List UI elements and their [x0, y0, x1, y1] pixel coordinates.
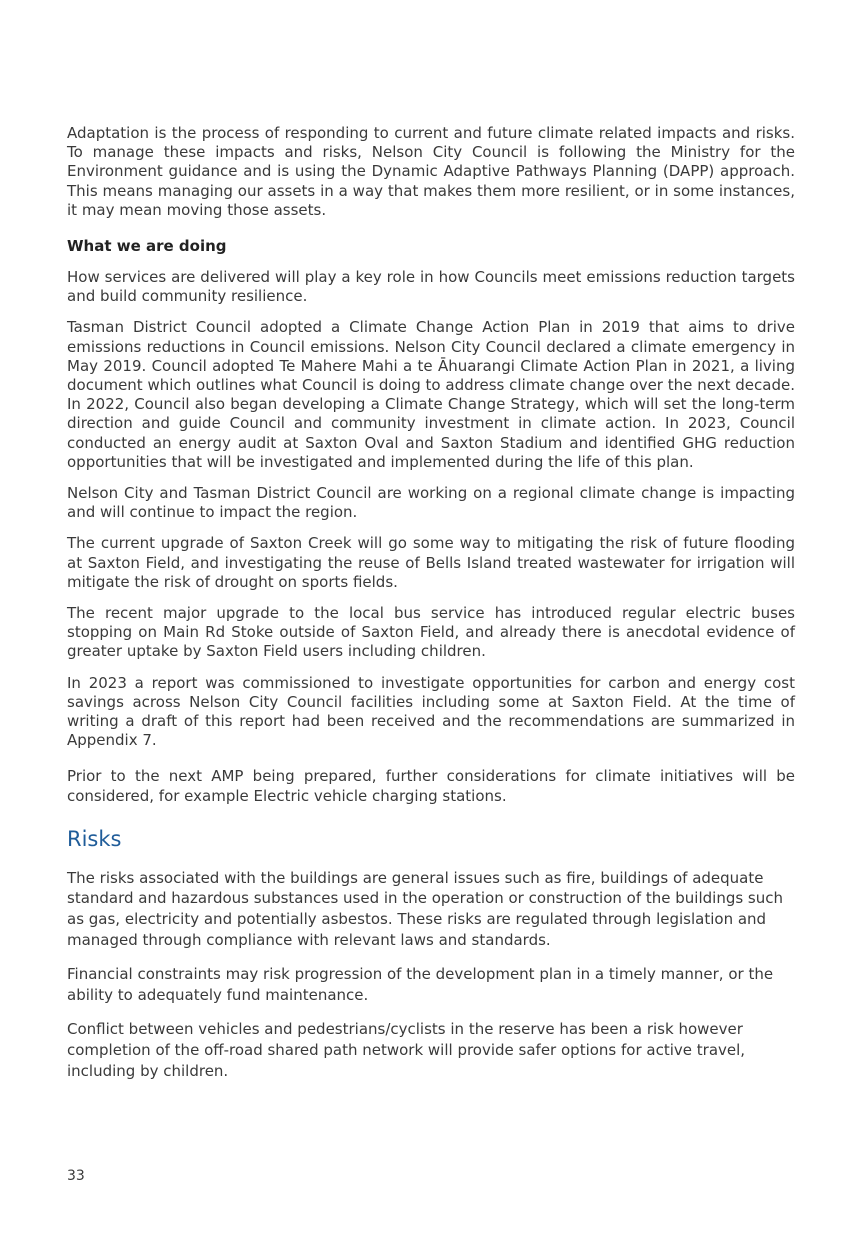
amp-considerations-paragraph: Prior to the next AMP being prepared, further considerations for climate initiatives will be considered, for example Electric vehicle charging stations.	[67, 767, 795, 805]
regional-climate-paragraph: Nelson City and Tasman District Council are working on a regional climate change is impacting and will continue to impact the region.	[67, 484, 795, 522]
vehicle-conflict-paragraph: Conflict between vehicles and pedestrians/cyclists in the reserve has been a risk however completion of the off-road shared path network will provide safer options for active travel, including by children.	[67, 1020, 746, 1080]
energy-report-paragraph: In 2023 a report was commissioned to investigate opportunities for carbon and energy cost savings across Nelson City Council facilities including some at Saxton Field. At the time of writing a draft of this report had been received and the recommendations are summarized in Appendix 7.	[67, 673, 795, 750]
page-number: 33	[67, 1168, 85, 1184]
climate-action-paragraph: Tasman District Council adopted a Climate Change Action Plan in 2019 that aims to drive emissions reductions in Council emissions. Nelson City Council declared a climate emergency in May 2019. Council adopted Te Mahere Mahi a te Āhuarangi Climate Action Plan in 2021, a living document which outlines what Council is doing to address climate change over the next decade. In 2022, Council also began developing a Climate Change Strategy, which will set the long-term direction and guide Council and community investment in climate action. In 2023, Council conducted an energy audit at Saxton Oval and Saxton Stadium and identified GHG reduction opportunities that will be investigated and implemented during the life of this plan.	[67, 318, 795, 471]
saxton-creek-paragraph: The current upgrade of Saxton Creek will go some way to mitigating the risk of future flooding at Saxton Field, and investigating the reuse of Bells Island treated wastewater for irrigation will mitigate the risk of drought on sports fields.	[67, 534, 795, 591]
bus-service-paragraph: The recent major upgrade to the local bus service has introduced regular electric buses stopping on Main Rd Stoke outside of Saxton Field, and already there is anecdotal evidence of greater uptake by Saxton Field users including children.	[67, 604, 795, 661]
what-we-are-doing-heading: What we are doing	[67, 237, 227, 256]
building-risks-paragraph: The risks associated with the buildings are general issues such as fire, buildings of adequate standard and hazardous substances used in the operation or construction of the buildings such as gas, electricity and potentially asbestos. These risks are regulated through legislation and managed through compliance with relevant laws and standards.	[67, 868, 784, 949]
financial-constraints-paragraph: Financial constraints may risk progression of the development plan in a timely manner, or the ability to adequately fund maintenance.	[67, 965, 774, 1004]
adaptation-paragraph: Adaptation is the process of responding to current and future climate related impacts and risks. To manage these impacts and risks, Nelson City Council is following the Ministry for the Environment guidance and is using the Dynamic Adaptive Pathways Planning (DAPP) approach. This means managing our assets in a way that makes them more resilient, or in some instances, it may mean moving those assets.	[67, 124, 795, 219]
document-page	[67, 124, 795, 1081]
services-paragraph: How services are delivered will play a key role in how Councils meet emissions reduction targets and build community resilience.	[67, 268, 795, 306]
risks-heading: Risks	[67, 826, 122, 851]
